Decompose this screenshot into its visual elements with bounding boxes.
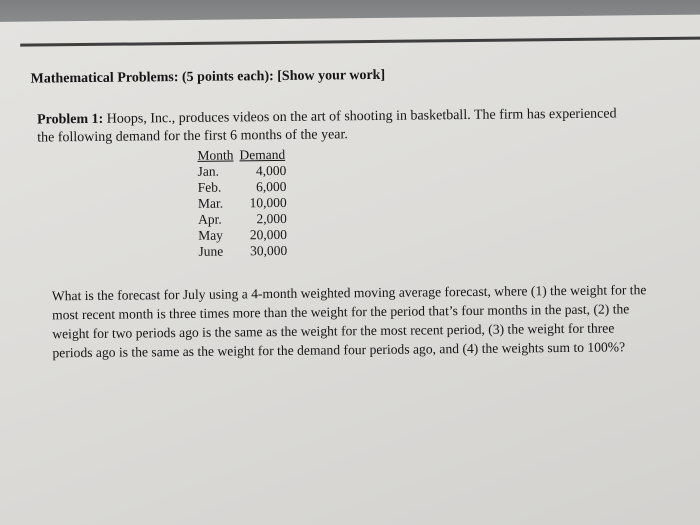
demand-cell: 4,000 [255, 162, 287, 179]
demand-cell: 20,000 [249, 226, 288, 243]
table-row [195, 179, 289, 196]
demand-cell: 6,000 [256, 178, 287, 195]
problem-intro [37, 105, 697, 148]
month-cell: June [198, 243, 224, 259]
demand-cell: 10,000 [249, 194, 287, 211]
table-row [194, 163, 288, 180]
month-cell: Jan. [197, 163, 220, 179]
month-cell: Apr. [197, 211, 222, 227]
month-cell: Mar. [197, 195, 224, 211]
table-row [195, 211, 289, 228]
question-text: What is the forecast for July using a 4-month weighted moving average forecast, where (1) the weight for the most recent month is three times more than the weight for the period that’s four months in the past, (2) the weight for two periods ago is the same as the weight for the most recent period, (3) the weight for three periods ago is the same as the weight for the demand four periods ago, and (4) the weights sum to 100%? [51, 282, 647, 361]
table-row [195, 243, 289, 260]
table-row [195, 227, 289, 244]
table-row [195, 195, 289, 212]
paper-sheet [0, 14, 700, 525]
demand-table-header [194, 147, 288, 164]
demand-table [194, 147, 289, 260]
problem-label: Problem 1: [36, 111, 104, 128]
problem-line-2: the following demand for the first 6 months of the year. [37, 127, 348, 146]
demand-cell: 2,000 [256, 210, 287, 227]
demand-column-header: Demand [239, 146, 286, 163]
month-cell: Feb. [197, 179, 222, 195]
demand-cell: 30,000 [249, 242, 288, 259]
top-rule-line [20, 36, 700, 46]
month-cell: May [198, 227, 224, 243]
section-heading: Mathematical Problems: (5 points each): [Show your work] [30, 67, 386, 87]
problem-line-1: Hoops, Inc., produces videos on the art of shooting in basketball. The firm has experienced [106, 106, 617, 127]
month-column-header: Month [197, 147, 234, 163]
